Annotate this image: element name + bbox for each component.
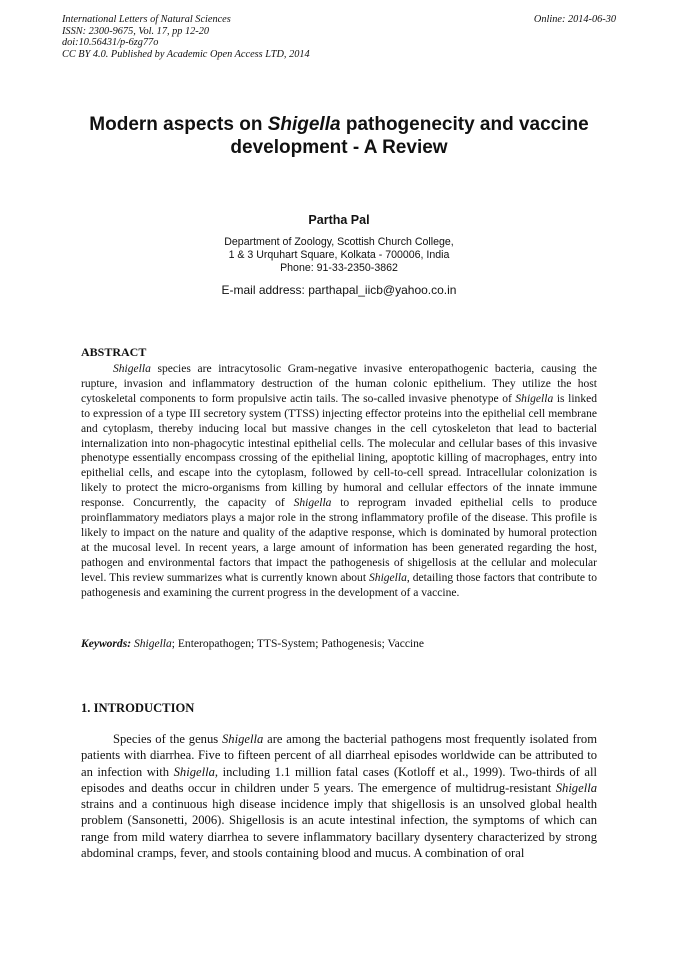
abstract-genus-3: Shigella bbox=[293, 497, 332, 510]
online-date: Online: 2014-06-30 bbox=[533, 14, 616, 25]
title-part2: pathogenecity and vaccine development - A Review bbox=[230, 114, 589, 158]
title-part1: Modern aspects on bbox=[89, 114, 268, 135]
keywords-label: Keywords bbox=[81, 638, 128, 650]
affiliation-phone: Phone: 91-33-2350-3862 bbox=[280, 262, 398, 274]
abstract-text-2: is linked to expression of a type III secretory system (TTSS) injecting effector proteins into the epithelial cell membrane and cytoplasm, thereby inducing local but massive changes in the cell cytoskeleton that lead to bacterial internalization into non-phagocytic intestinal epithelial cells. The molecular and cellular bases of this invasive phenotype essentially encompass crossing of the epithelial lining, apoptotic killing of macrophages, entry into epithelial cells, and escape into the cytoplasm, followed by cell-to-cell spread. Intracellular colonization is likely to protect the micro-organisms from killing by humoral and cellular effectors of the innate immune response. Concurrently, the capacity of bbox=[81, 392, 597, 510]
intro-text-2: are among the bacterial pathogens most frequently isolated from patients with diarrhea. Five to fifteen percent of all diarrheal episodes worldwide can be attributed to an infection with bbox=[81, 732, 597, 779]
keywords-line bbox=[81, 638, 597, 650]
intro-genus-1: Shigella bbox=[222, 732, 264, 746]
abstract-heading: ABSTRACT bbox=[81, 345, 147, 359]
introduction-body bbox=[81, 731, 597, 861]
abstract-text-3: to reprogram invaded epithelial cells to produce proinflammatory mediators plays a major role in the strong inflammatory profile of the disease. This profile is likely to impact on the nature and quality of the adaptive response, which is dominated by humoral protection at the mucosal level. In recent years, a large amount of information has been generated regarding the host, pathogen and environmental factors that impact the pathogenesis of shigellosis at the cellular and molecular level. This review summarizes what is currently known about bbox=[81, 497, 597, 584]
abstract-genus-2: Shigella bbox=[515, 392, 554, 405]
intro-genus-2: Shigella bbox=[173, 764, 215, 779]
issn-line: ISSN: 2300-9675, Vol. 17, pp 12-20 bbox=[62, 25, 210, 37]
page-header bbox=[62, 14, 616, 60]
journal-name: International Letters of Natural Sciences bbox=[62, 14, 231, 25]
affiliation-dept: Department of Zoology, Scottish Church College, bbox=[224, 236, 454, 248]
keywords-rest: ; Enteropathogen; TTS-System; Pathogenesis; Vaccine bbox=[171, 638, 425, 650]
intro-text-3: , including 1.1 million fatal cases (Kotloff et al., 1999). Two-thirds of all episodes and deaths occur in children under 5 years. The emergence of multidrug-resistant bbox=[81, 764, 597, 795]
keywords-colon: : bbox=[127, 638, 134, 650]
license-line: CC BY 4.0. Published by Academic Open Access LTD, 2014 bbox=[62, 48, 310, 60]
abstract-genus-1: Shigella bbox=[113, 363, 151, 375]
abstract-text-4: , detailing those factors that contribute to pathogenesis and examining the current progress in the development of a vaccine. bbox=[81, 571, 597, 599]
abstract-text-1: species are intracytosolic Gram-negative invasive enteropathogenic bacteria, causing the rupture, invasion and inflammatory destruction of the human colonic epithelium. They utilize the host cytoskeletal components to form propulsive actin tails. The so-called invasive phenotype of bbox=[81, 363, 597, 405]
intro-text-4: strains and a continuous high disease incidence imply that shigellosis is an unsolved global health problem (Sansonetti, 2006). Shigellosis is an acute intestinal infection, the symptoms of which can range from mild watery diarrhea to severe inflammatory bacillary dysentery characterized by strong abdominal cramps, fever, and stools containing blood and mucus. A combination of oral bbox=[81, 797, 597, 861]
abstract-genus-4: Shigella bbox=[369, 571, 407, 584]
intro-genus-3: Shigella bbox=[555, 780, 597, 795]
intro-text-1: Species of the genus bbox=[113, 732, 222, 746]
title-italic-genus: Shigella bbox=[267, 114, 341, 135]
author-affiliation bbox=[0, 236, 678, 275]
doi-line[interactable]: doi:10.56431/p-6zg77o bbox=[62, 37, 159, 49]
author-email[interactable]: E-mail address: parthapal_iicb@yahoo.co.in bbox=[221, 283, 457, 297]
paper-title bbox=[80, 113, 598, 159]
abstract-body bbox=[81, 362, 597, 601]
affiliation-address: 1 & 3 Urquhart Square, Kolkata - 700006, India bbox=[228, 249, 450, 261]
section-heading-introduction: 1. INTRODUCTION bbox=[81, 701, 195, 715]
keyword-genus: Shigella bbox=[133, 638, 172, 650]
author-name: Partha Pal bbox=[308, 213, 370, 227]
